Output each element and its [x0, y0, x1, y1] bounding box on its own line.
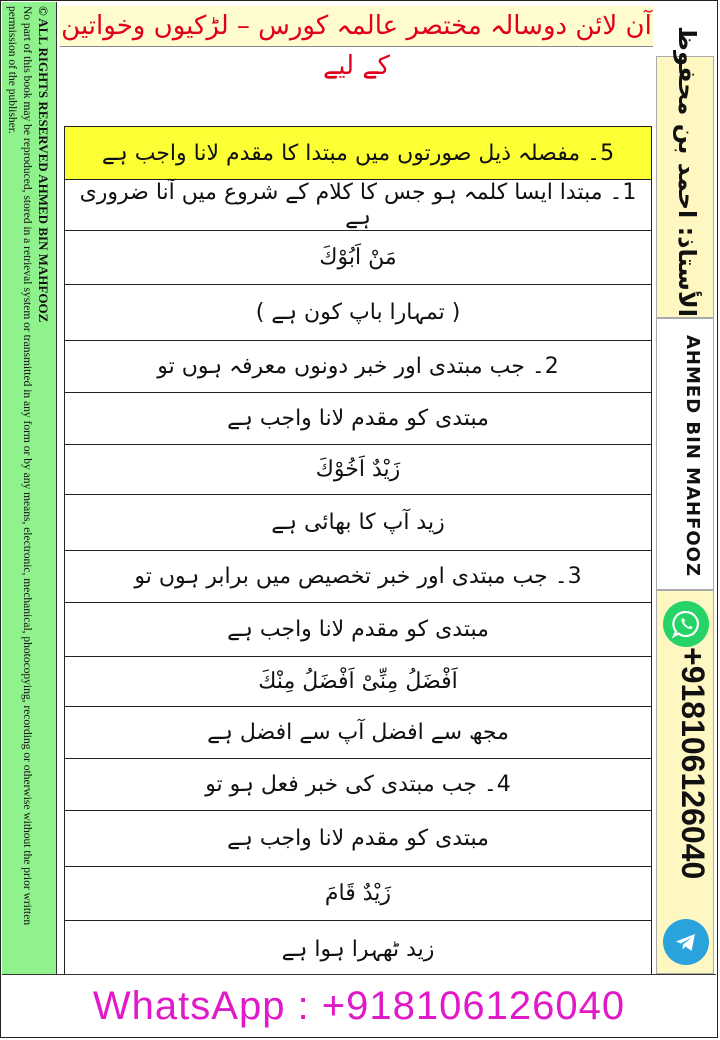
course-title: آن لائن دوسالہ مختصر عالمہ کورس – لڑکیوں وخواتین کے لیے: [60, 6, 653, 47]
rule-text: مبتدی کو مقدم لانا واجب ہے: [65, 393, 652, 445]
translation-text: زید آپ کا بھائی ہے: [65, 495, 652, 551]
teacher-name-urdu: الأستاذ: احمد بن محفوظ: [673, 26, 701, 317]
table-row: [65, 603, 652, 657]
lesson-heading: 5۔ مفصلہ ذیل صورتوں میں مبتدا کا مقدم لانا واجب ہے: [65, 127, 652, 180]
table-row: [65, 393, 652, 445]
footer-bar: [2, 974, 716, 1037]
table-row: [65, 811, 652, 867]
table-row: [65, 231, 652, 285]
teacher-name-english: AHMED BIN MAHFOOZ: [682, 335, 703, 578]
teacher-english-box: [656, 318, 714, 590]
rule-text: 2۔ جب مبتدی اور خبر دونوں معرفہ ہوں تو: [65, 341, 652, 393]
table-row: [65, 657, 652, 707]
copyright-strip: [2, 2, 57, 974]
table-row: [65, 707, 652, 759]
whatsapp-icon[interactable]: [663, 601, 709, 647]
arabic-example: زَيْدٌ اَخُوْكَ: [65, 445, 652, 495]
lesson-heading-row: [65, 127, 652, 180]
translation-text: زید ٹھہرا ہوا ہے: [65, 921, 652, 979]
table-row: [65, 180, 652, 231]
table-row: [65, 759, 652, 811]
arabic-example: مَنْ اَبُوْكَ: [65, 231, 652, 285]
rule-text: مبتدی کو مقدم لانا واجب ہے: [65, 603, 652, 657]
arabic-example: زَيْدٌ قَامَ: [65, 867, 652, 921]
copyright-title: © ALL RIGHTS RESERVED AHMED BIN MAHFOOZ: [36, 6, 51, 323]
rule-text: 3۔ جب مبتدی اور خبر تخصیص میں برابر ہوں تو: [65, 551, 652, 603]
teacher-urdu-box: [656, 26, 714, 318]
table-row: [65, 285, 652, 341]
phone-number: +918106126040: [675, 647, 711, 880]
lesson-table: [64, 126, 652, 979]
table-row: [65, 921, 652, 979]
table-row: [65, 551, 652, 603]
arabic-example: اَفْضَلُ مِنِّىْ اَفْضَلُ مِنْكَ: [65, 657, 652, 707]
telegram-icon[interactable]: [663, 919, 709, 965]
table-row: [65, 495, 652, 551]
teacher-panel: [656, 26, 714, 974]
translation-text: مجھ سے افضل آپ سے افضل ہے: [65, 707, 652, 759]
table-row: [65, 867, 652, 921]
contact-box: [656, 590, 714, 974]
table-row: [65, 445, 652, 495]
table-row: [65, 341, 652, 393]
whatsapp-contact[interactable]: WhatsApp : +918106126040: [92, 984, 626, 1028]
copyright-notice: No part of this book may be reproduced, stored in a retrieval system or transmitted in any form or by any means, electronic, mechanical, photocopying, recording or otherwise without the prior written permission of the publisher.: [6, 6, 33, 926]
translation-text: ( تمہارا باپ کون ہے ): [65, 285, 652, 341]
rule-text: مبتدی کو مقدم لانا واجب ہے: [65, 811, 652, 867]
rule-text: 4۔ جب مبتدی کی خبر فعل ہو تو: [65, 759, 652, 811]
rule-text: 1۔ مبتدا ایسا کلمہ ہو جس کا کلام کے شروع میں آنا ضروری ہے: [65, 180, 652, 231]
